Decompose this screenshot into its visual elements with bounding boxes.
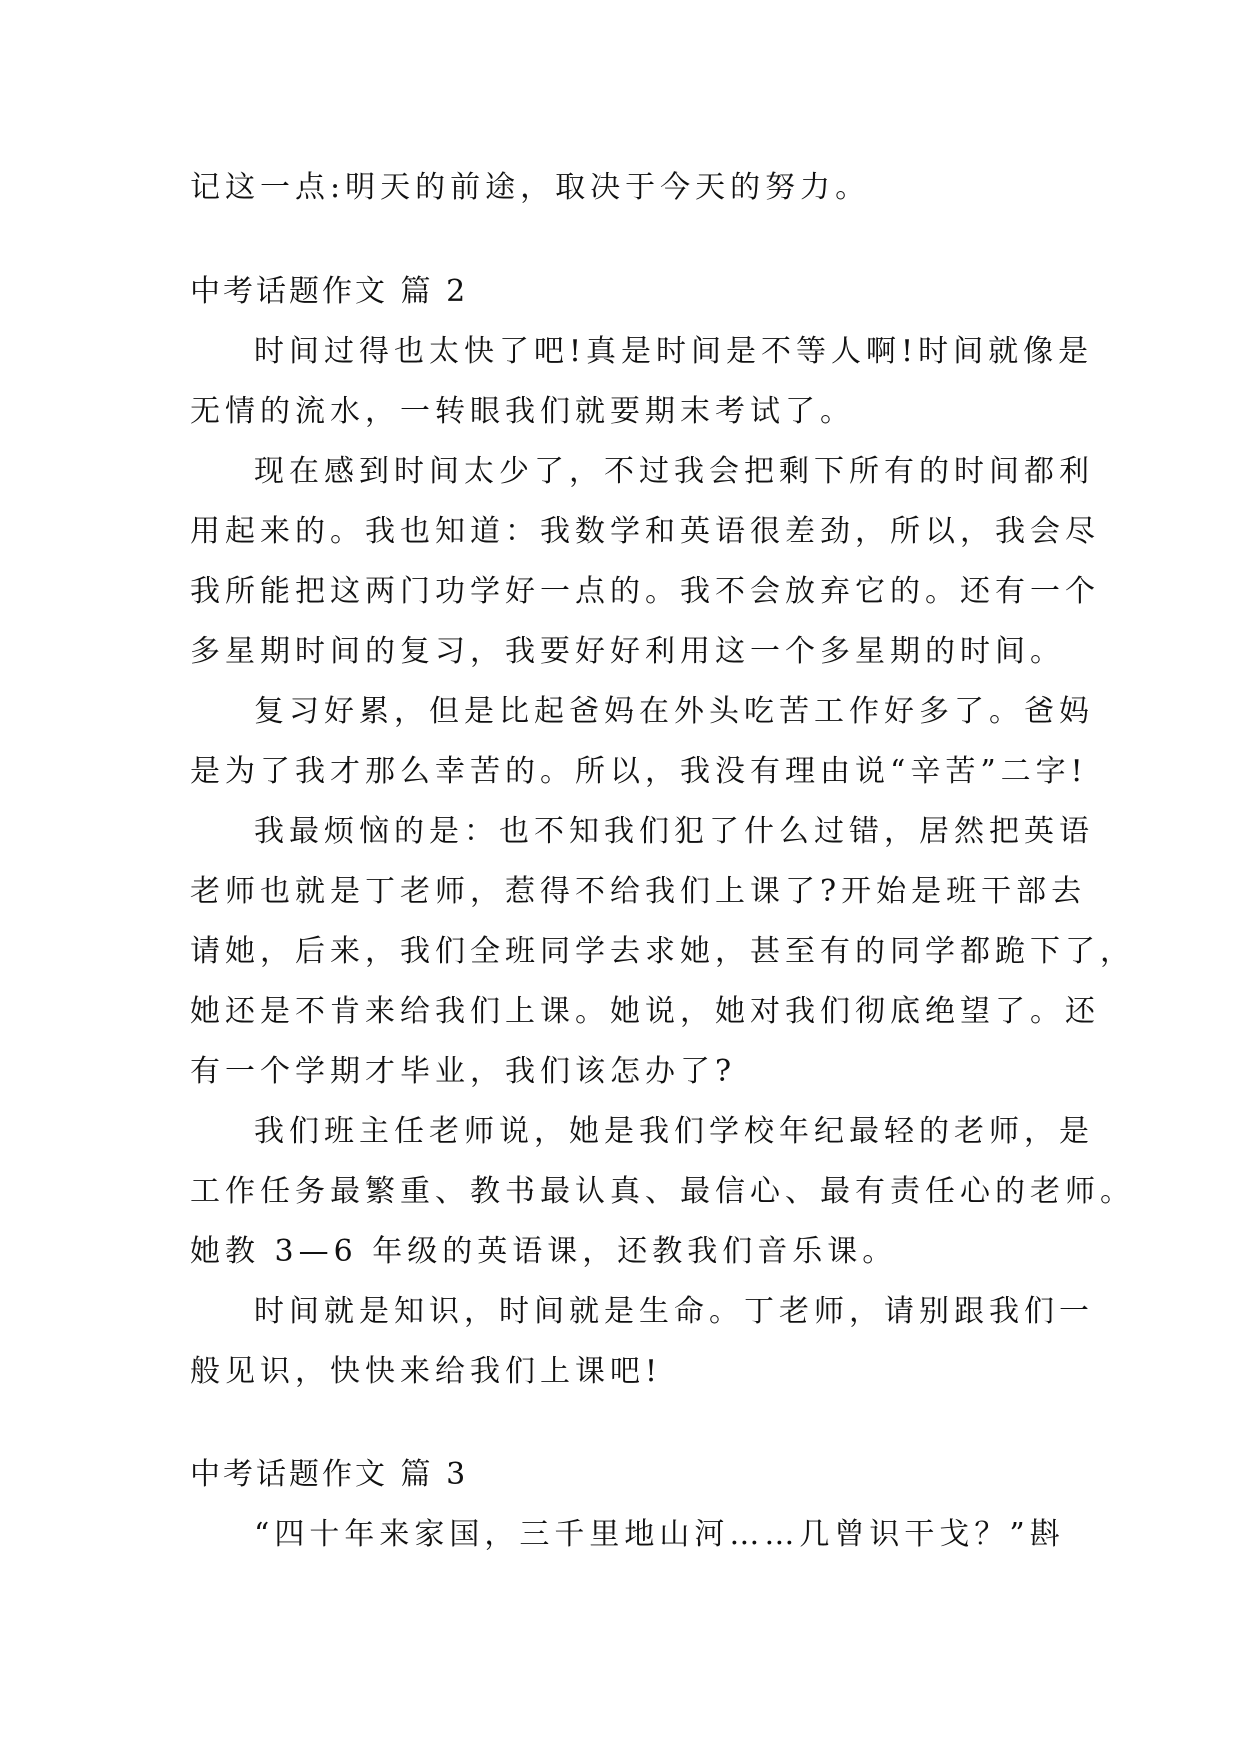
paragraph-line: 记这一点:明天的前途，取决于今天的努力。: [190, 170, 871, 205]
paragraph-line: 老师也就是丁老师，惹得不给我们上课了?开始是班干部去: [190, 874, 1087, 909]
section-heading: 中考话题作文 篇 2: [190, 274, 469, 309]
text-column: [190, 158, 1135, 1565]
paragraph-line: 用起来的。我也知道：我数学和英语很差劲，所以，我会尽: [190, 514, 1100, 549]
paragraph-line: 现在感到时间太少了，不过我会把剩下所有的时间都利: [254, 454, 1094, 489]
section-spacer: [190, 1402, 1052, 1445]
paragraph-line: 我最烦恼的是：也不知我们犯了什么过错，居然把英语: [254, 814, 1094, 849]
paragraph-line: 时间过得也太快了吧!真是时间是不等人啊!时间就像是: [254, 334, 1094, 369]
paragraph-line: 时间就是知识，时间就是生命。丁老师，请别跟我们一: [254, 1294, 1094, 1329]
paragraph-line: 多星期时间的复习，我要好好利用这一个多星期的时间。: [190, 634, 1065, 669]
paragraph-line: 我们班主任老师说，她是我们学校年纪最轻的老师，是: [254, 1114, 1094, 1149]
paragraph-line: 般见识，快快来给我们上课吧!: [190, 1354, 663, 1389]
paragraph-line: 无情的流水，一转眼我们就要期末考试了。: [190, 394, 855, 429]
paragraph-line: 是为了我才那么幸苦的。所以，我没有理由说“辛苦”二字!: [190, 754, 1088, 789]
paragraph-line: 她还是不肯来给我们上课。她说，她对我们彻底绝望了。还: [190, 994, 1100, 1029]
paragraph-line: 工作任务最繁重、教书最认真、最信心、最有责任心的老师。: [190, 1174, 1135, 1209]
paragraph-line: 我所能把这两门功学好一点的。我不会放弃它的。还有一个: [190, 574, 1100, 609]
paragraph-line: 复习好累，但是比起爸妈在外头吃苦工作好多了。爸妈: [254, 694, 1094, 729]
section-spacer: [190, 218, 1052, 262]
paragraph-line: 请她，后来，我们全班同学去求她，甚至有的同学都跪下了，: [190, 934, 1135, 969]
paragraph-line: 她教 3—6 年级的英语课，还教我们音乐课。: [190, 1234, 898, 1269]
paragraph-line: 有一个学期才毕业，我们该怎办了?: [190, 1054, 737, 1089]
section-heading: 中考话题作文 篇 3: [190, 1457, 469, 1492]
paragraph-line: “四十年来家国，三千里地山河……几曾识干戈？”斟: [254, 1517, 1065, 1552]
